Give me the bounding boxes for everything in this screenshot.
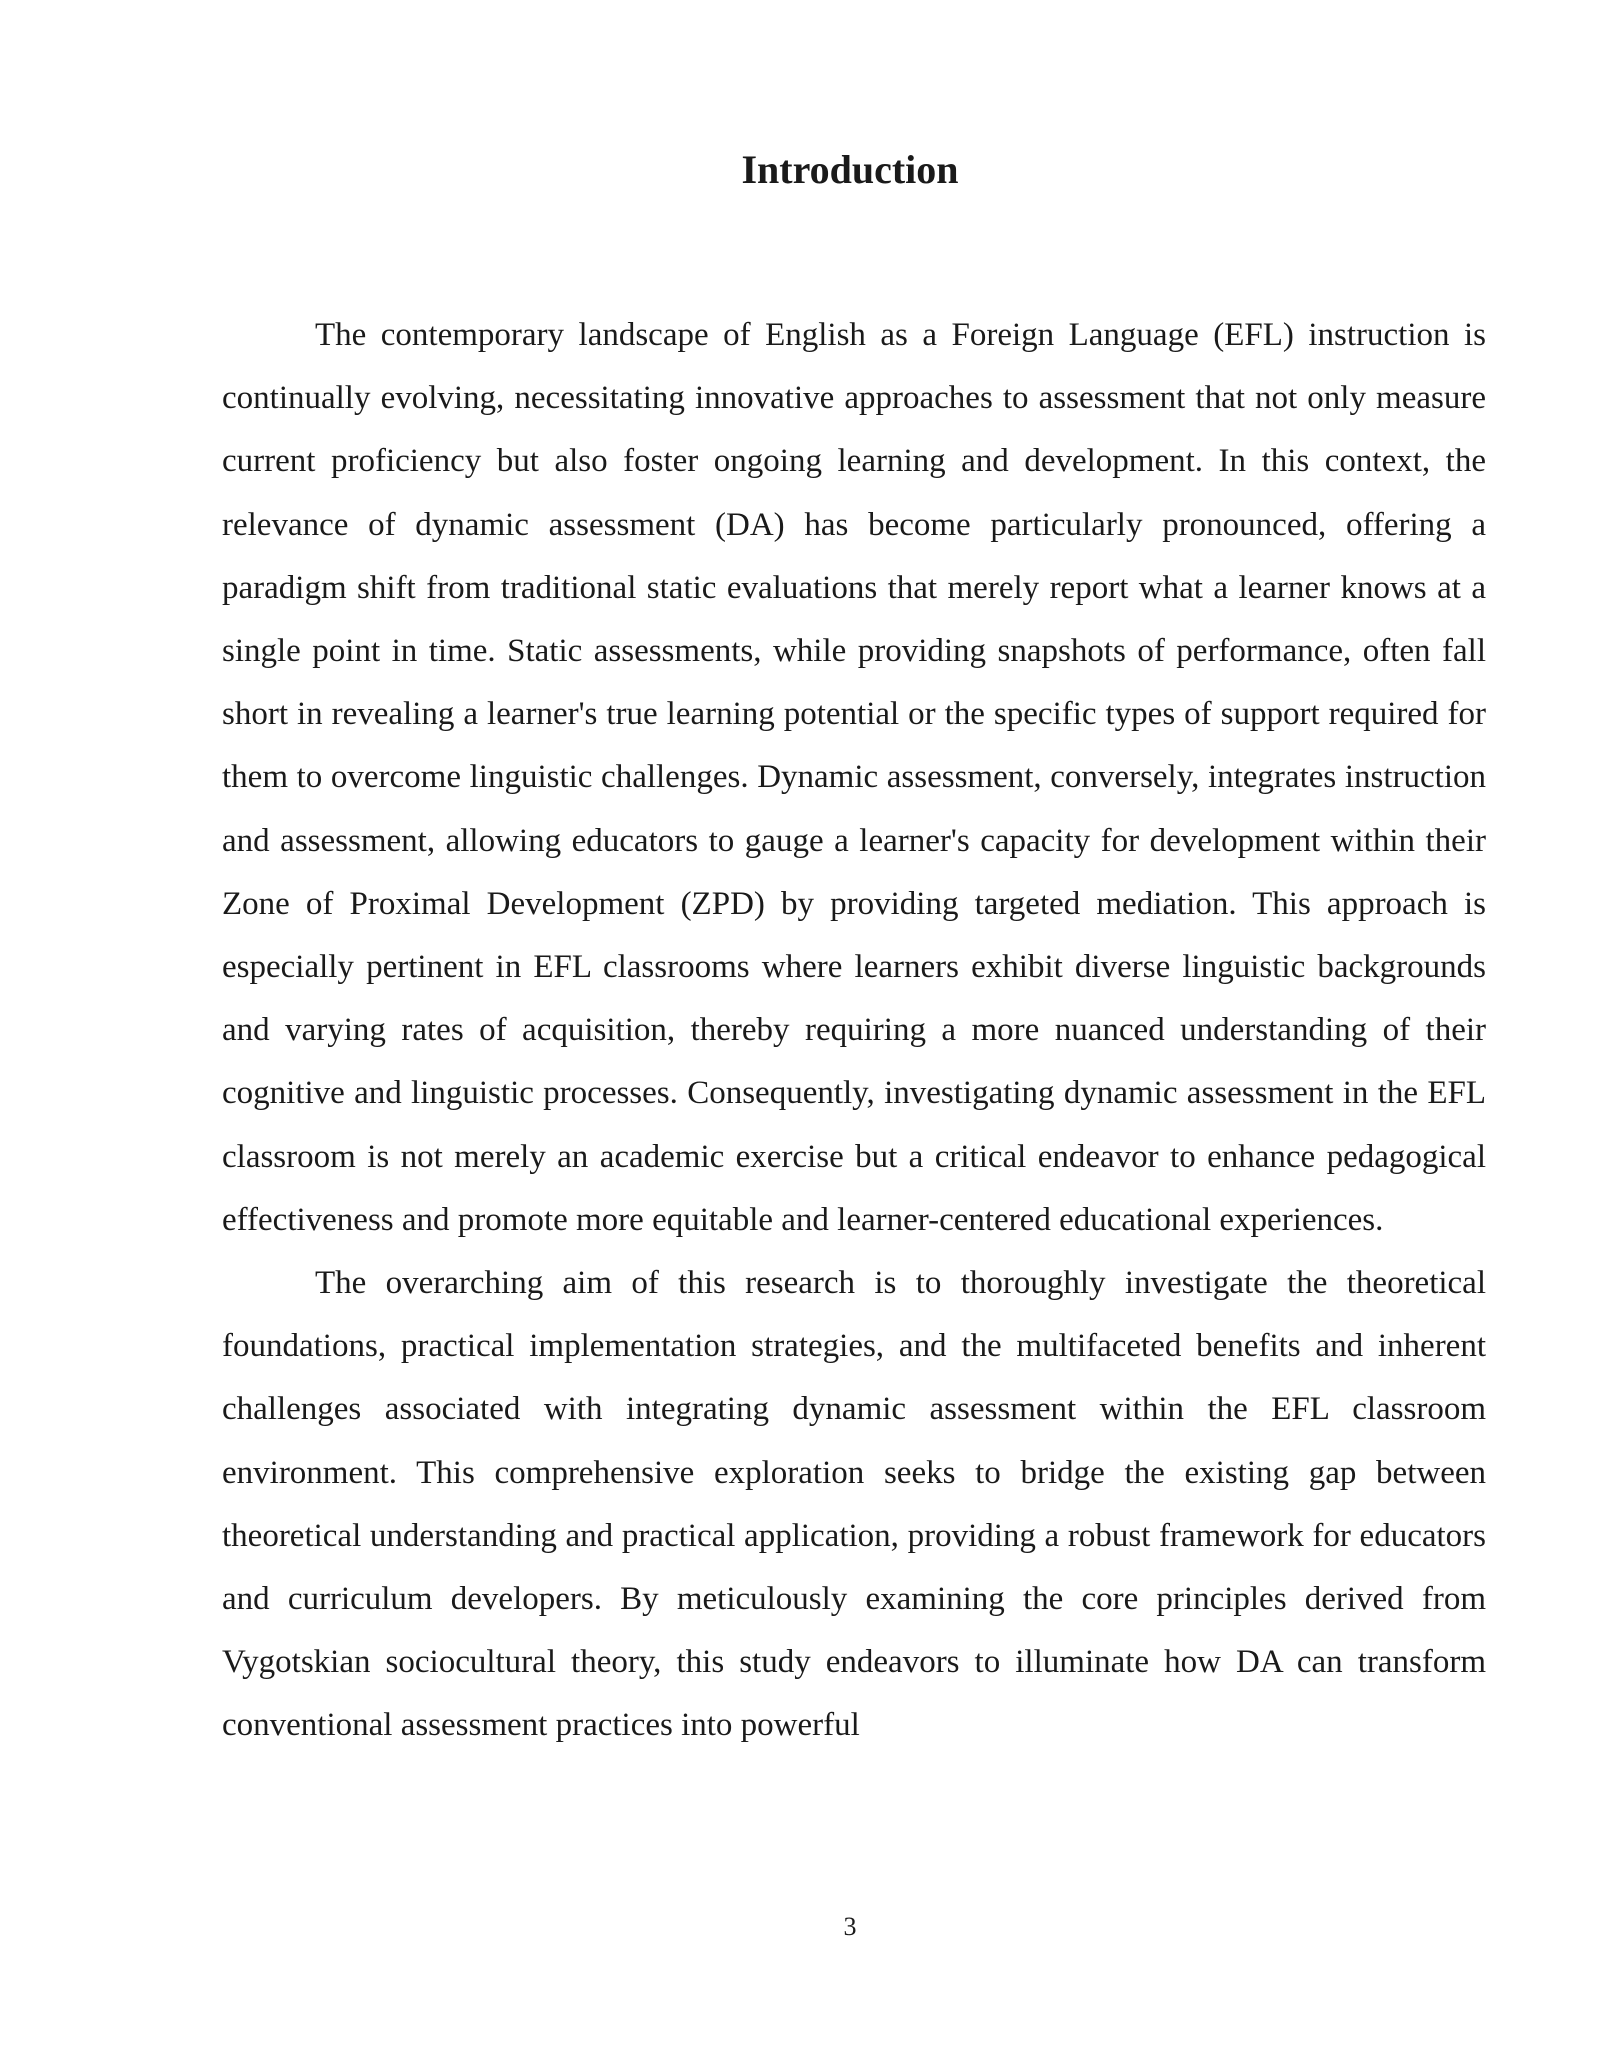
- paragraph-2: The overarching aim of this research is to thoroughly investigate the theoretical foundations, practical implementation strategies, and the multifaceted benefits and inherent challenges associated with integrating dynamic assessment within the EFL classroom environment. This comprehensive exploration seeks to bridge the existing gap between theoretical understanding and practical application, providing a robust framework for educators and curriculum developers. By meticulously examining the core principles derived from Vygotskian sociocultural theory, this study endeavors to illuminate how DA can transform conventional assessment practices into powerful: [222, 1265, 1486, 1744]
- paragraph-1: The contemporary landscape of English as a Foreign Language (EFL) instruction is continually evolving, necessitating innovative approaches to assessment that not only measure current proficiency but also foster ongoing learning and development. In this context, the relevance of dynamic assessment (DA) has become particularly pronounced, offering a paradigm shift from traditional static evaluations that merely report what a learner knows at a single point in time. Static assessments, while providing snapshots of performance, often fall short in revealing a learner's true learning potential or the specific types of support required for them to overcome linguistic challenges. Dynamic assessment, conversely, integrates instruction and assessment, allowing educators to gauge a learner's capacity for development within their Zone of Proximal Development (ZPD) by providing targeted mediation. This approach is especially pertinent in EFL classrooms where learners exhibit diverse linguistic backgrounds and varying rates of acquisition, thereby requiring a more nuanced understanding of their cognitive and linguistic processes. Consequently, investigating dynamic assessment in the EFL classroom is not merely an academic exercise but a critical endeavor to enhance pedagogical effectiveness and promote more equitable and learner-centered educational experiences.: [222, 317, 1486, 1238]
- page-title: Introduction: [741, 147, 959, 192]
- page-number: 3: [843, 1912, 857, 1941]
- body-text: [222, 304, 1486, 1758]
